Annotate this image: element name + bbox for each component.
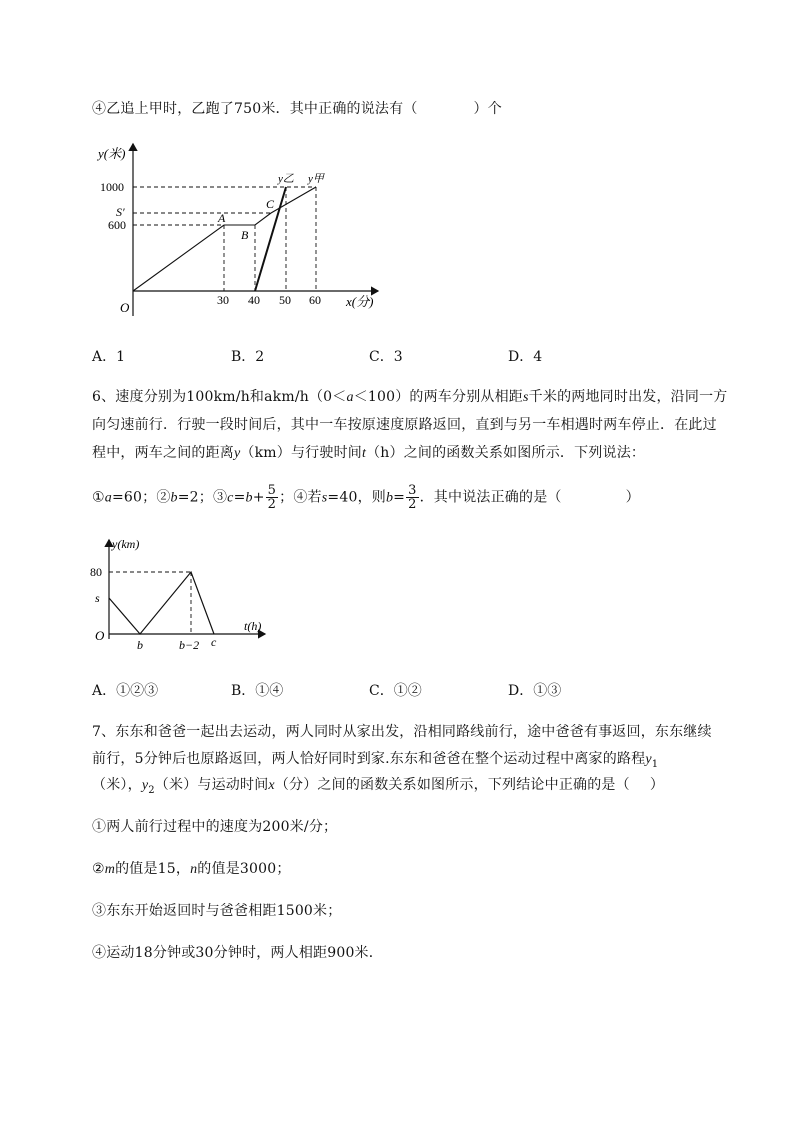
q7-s2-n: n xyxy=(190,862,198,877)
q6-s4-num: 3 xyxy=(408,483,417,498)
q7-statement-3: ③东东开始返回时与爸爸相距1500米； xyxy=(92,903,342,919)
q6-tail-post: ） xyxy=(625,489,640,506)
q5-choice-b-letter: B． xyxy=(231,349,256,365)
q6-choice-a-letter: A． xyxy=(92,683,117,699)
q7-line3-b: （米）与运动时间 xyxy=(154,777,269,793)
q6-line3-e: （h）之间的函数关系如图所示．下列说法： xyxy=(366,445,646,461)
graph1-tick-60: 60 xyxy=(309,293,321,307)
q6-s2-val: =2；③ xyxy=(177,489,228,506)
q6-s4-den: 2 xyxy=(408,497,417,512)
q6-statements xyxy=(92,484,640,511)
q6-line3-d: t xyxy=(361,446,367,461)
q6-choice-c[interactable] xyxy=(369,680,422,700)
q6-choice-b-letter: B． xyxy=(231,683,256,699)
q6-line-2: 向匀速前行．行驶一段时间后，其中一车按原速度原路返回，直到与另一车相遇时两车停止．在此过 xyxy=(92,417,717,433)
graph2-tick-b: b xyxy=(137,638,143,652)
graph1-jia-line xyxy=(133,187,316,291)
q5-statement-4-tail: ）个 xyxy=(473,101,502,117)
q6-line3-a: 程中，两车之间的距离 xyxy=(92,445,234,461)
q5-choice-a[interactable] xyxy=(92,346,125,366)
q7-statement-2 xyxy=(92,858,291,878)
q5-choice-a-letter: A． xyxy=(92,349,117,365)
q6-line-3 xyxy=(92,442,645,462)
graph2-x-label: t(h) xyxy=(244,619,262,633)
q6-line1-c: a xyxy=(346,390,354,405)
q6-line3-c: （km）与行驶时间 xyxy=(240,445,362,461)
q6-line1-d: ＜100）的两车分别从相距 xyxy=(353,389,524,405)
graph2-tick-s: s xyxy=(95,591,100,605)
q7-line3-d: ） xyxy=(649,777,665,793)
q6-s3-var: c xyxy=(227,490,234,506)
q7-line-2 xyxy=(92,748,658,770)
q7-line3-a: （米）， xyxy=(92,777,142,793)
q7-line3-sub: 2 xyxy=(148,784,155,796)
q7-line3-var: y xyxy=(141,778,149,793)
graph2-tick-80: 80 xyxy=(90,565,102,579)
q6-choice-d-text: ①③ xyxy=(533,683,562,699)
graph1-point-a: A xyxy=(218,211,226,225)
q6-choice-a[interactable] xyxy=(92,680,158,700)
graph2-y-label: y(km) xyxy=(112,537,140,551)
graph-2 xyxy=(90,534,280,658)
graph1-x-label: x(分) xyxy=(346,294,374,309)
q6-s4-mid: =40，则 xyxy=(327,489,386,506)
q6-choice-c-text: ①② xyxy=(393,683,422,699)
q7-s2-a: ② xyxy=(92,861,105,877)
q6-s3-den: 2 xyxy=(267,497,277,512)
q6-line1-e: s xyxy=(523,390,529,405)
q6-tail-pre: ．其中说法正确的是（ xyxy=(419,489,562,506)
q6-line1-f: 千米的两地同时出发，沿同一方 xyxy=(528,389,728,405)
q7-line-1: 7、东东和爸爸一起出去运动，两人同时从家出发，沿相同路线前行，途中爸爸有事返回，东东继续 xyxy=(92,724,712,740)
q5-choice-c[interactable] xyxy=(369,346,403,366)
graph1-point-b: B xyxy=(241,228,249,242)
q6-line1-a: 6、速度分别为100km/h和 xyxy=(92,389,265,405)
graph1-point-c: C xyxy=(266,197,275,211)
q6-choice-c-letter: C． xyxy=(369,683,394,699)
graph2-origin: O xyxy=(95,628,105,643)
q6-s1-var: a xyxy=(104,490,112,506)
graph1-yi-label: y乙 xyxy=(278,173,294,185)
graph1-tick-50: 50 xyxy=(279,293,291,307)
q7-statement-1: ①两人前行过程中的速度为200米/分； xyxy=(92,819,338,835)
q5-choice-b-text: 2 xyxy=(255,349,265,365)
q6-s3-b: b xyxy=(245,490,253,506)
q5-choice-b[interactable] xyxy=(231,346,264,366)
graph1-tick-600: 600 xyxy=(108,218,126,232)
q6-line-1 xyxy=(92,386,727,406)
q6-s1-val: =60；② xyxy=(111,489,171,506)
q6-choice-b-text: ①④ xyxy=(255,683,284,699)
q5-choice-d-text: 4 xyxy=(533,349,543,365)
graph1-tick-40: 40 xyxy=(248,293,260,307)
q6-choice-d-letter: D． xyxy=(508,683,534,699)
graph1-tick-s: S′ xyxy=(116,205,125,219)
q5-choice-d[interactable] xyxy=(508,346,542,366)
q5-choice-c-text: 3 xyxy=(393,349,403,365)
q5-choice-a-text: 1 xyxy=(116,349,126,365)
q7-s2-m: m xyxy=(104,862,116,877)
q6-s4-pre: ；④若 xyxy=(279,489,322,506)
q6-s4-eq: = xyxy=(393,489,406,506)
graph1-tick-1000: 1000 xyxy=(100,180,124,194)
q6-s1: ① xyxy=(92,489,105,506)
q6-s4-fraction xyxy=(406,484,418,511)
q7-line3-x: x xyxy=(268,778,275,793)
q7-statement-4: ④运动18分钟或30分钟时，两人相距900米． xyxy=(92,945,383,961)
q5-choice-c-letter: C． xyxy=(369,349,394,365)
graph1-tick-30: 30 xyxy=(217,293,229,307)
graph1-origin: O xyxy=(120,300,130,315)
q5-statement-4-text: ④乙追上甲时，乙跑了750米．其中正确的说法有（ xyxy=(92,101,418,117)
q6-choice-a-text: ①②③ xyxy=(116,683,159,699)
q6-s3-plus: + xyxy=(252,489,265,506)
q6-choice-d[interactable] xyxy=(508,680,561,700)
q6-s2-var: b xyxy=(170,490,178,506)
q6-s3-eq: = xyxy=(233,489,246,506)
q6-s3-fraction xyxy=(266,484,278,511)
graph2-tick-b2: b−2 xyxy=(179,638,200,652)
graph-1 xyxy=(90,136,390,326)
q6-s3-num: 5 xyxy=(267,483,277,498)
graph1-y-label: y(米) xyxy=(98,146,126,161)
q7-line-3 xyxy=(92,774,664,796)
q7-line2-sub: 1 xyxy=(651,758,659,770)
q7-line2-a: 前行，5分钟后也原路返回，两人恰好同时到家.东东和爸爸在整个运动过程中离家的路程 xyxy=(92,751,646,767)
graph1-jia-label: y甲 xyxy=(308,173,324,185)
q5-choice-d-letter: D． xyxy=(508,349,534,365)
q7-line3-c: （分）之间的函数关系如图所示，下列结论中正确的是（ xyxy=(274,777,630,793)
q6-line3-b: y xyxy=(234,446,241,461)
q7-s2-c: 的值是3000； xyxy=(197,861,291,877)
q6-choice-b[interactable] xyxy=(231,680,283,700)
q6-s4-var: s xyxy=(321,490,328,506)
graph2-distance-line xyxy=(109,572,214,634)
q7-line2-var: y xyxy=(645,752,652,767)
q6-s4-b: b xyxy=(385,490,394,506)
q5-statement-4 xyxy=(92,98,502,118)
q6-line1-b: akm/h（0＜ xyxy=(264,389,347,405)
graph2-tick-c: c xyxy=(211,635,217,649)
q7-s2-b: 的值是15， xyxy=(115,861,191,877)
